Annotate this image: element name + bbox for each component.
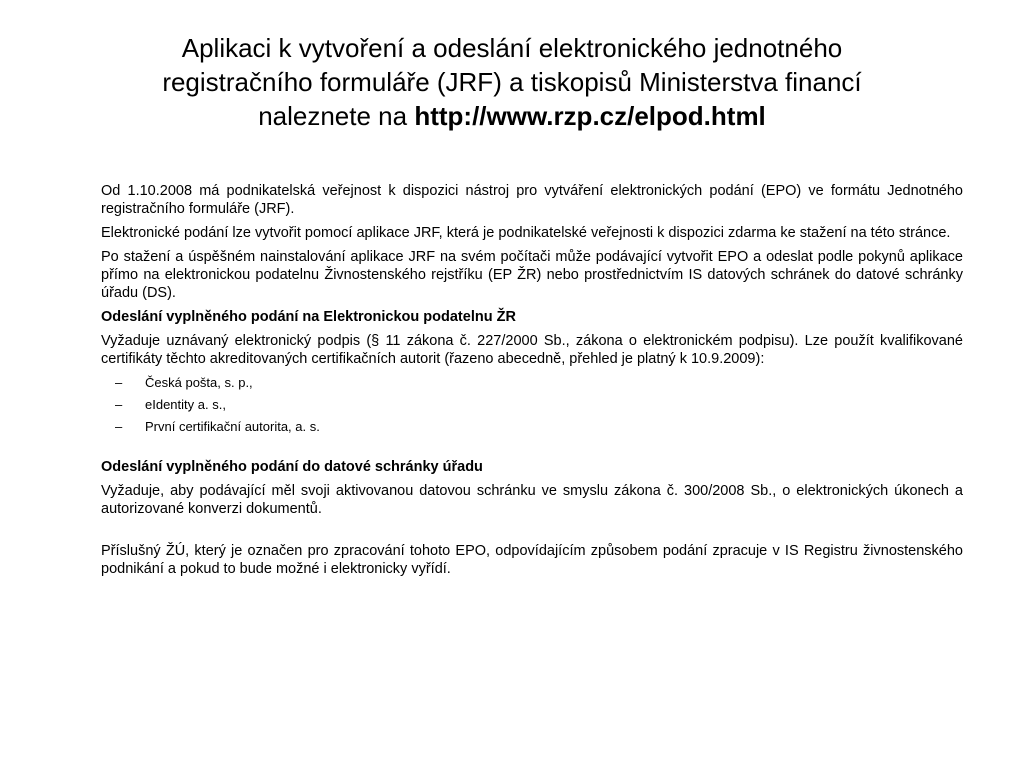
list-item [101, 396, 963, 413]
slide-title [60, 32, 964, 133]
list-item [101, 374, 963, 391]
list-item-label: První certifikační autorita, a. s. [145, 419, 320, 434]
dash-bullet: – [115, 419, 123, 434]
list-item-label: Česká pošta, s. p., [145, 375, 253, 390]
title-line-1: Aplikaci k vytvoření a odeslání elektronického jednotného [181, 33, 843, 63]
title-line-3-prefix: naleznete na [258, 100, 415, 131]
title-line-2: registračního formuláře (JRF) a tiskopisů Ministerstva financí [162, 66, 862, 97]
list-item [101, 418, 963, 435]
dash-bullet: – [115, 397, 123, 412]
heading-data-box: Odeslání vyplněného podání do datové schránky úřadu [101, 459, 483, 475]
paragraph-download: Elektronické podání lze vytvořit pomocí aplikace JRF, která je podnikatelské veřejnosti k dispozici zdarma ke stažení na této stránce. [101, 225, 951, 241]
certificate-authority-list [101, 374, 963, 435]
spacer [101, 524, 963, 542]
spacer [101, 440, 963, 458]
paragraph-data-box: Vyžaduje, aby podávající měl svoji aktivovanou datovou schránku ve smyslu zákona č. 300/2008 Sb., o elektronických úkonech a autorizované konverzi dokumentů. [101, 483, 963, 517]
list-item-label: eIdentity a. s., [145, 397, 226, 412]
paragraph-processing: Příslušný ŽÚ, který je označen pro zpracování tohoto EPO, odpovídajícím způsobem podání zpracuje v IS Registru živnostenského podnikání a pokud to bude možné i elektronicky vyřídí. [101, 543, 963, 577]
paragraph-signature: Vyžaduje uznávaný elektronický podpis (§ 11 zákona č. 227/2000 Sb., zákona o elektronickém podpisu). Lze použít kvalifikované certifikáty těchto akreditovaných certifikačních autorit (řazeno abecedně, přehled je platný k 10.9.2009): [101, 333, 963, 367]
dash-bullet: – [115, 375, 123, 390]
slide-body [101, 182, 963, 584]
heading-electronic-podatelna: Odeslání vyplněného podání na Elektronickou podatelnu ŽR [101, 309, 516, 325]
paragraph-intro: Od 1.10.2008 má podnikatelská veřejnost k dispozici nástroj pro vytváření elektronických podání (EPO) ve formátu Jednotného registračního formuláře (JRF). [101, 183, 963, 217]
paragraph-install: Po stažení a úspěšném nainstalování aplikace JRF na svém počítači může podávající vytvořit EPO a odeslat podle pokynů aplikace přímo na elektronickou podatelnu Živnostenského rejstříku (EP ŽR) nebo prostřednictvím IS datových schránek do datové schránky úřadu (DS). [101, 249, 963, 301]
title-url-link[interactable]: http://www.rzp.cz/elpod.html [414, 100, 766, 131]
